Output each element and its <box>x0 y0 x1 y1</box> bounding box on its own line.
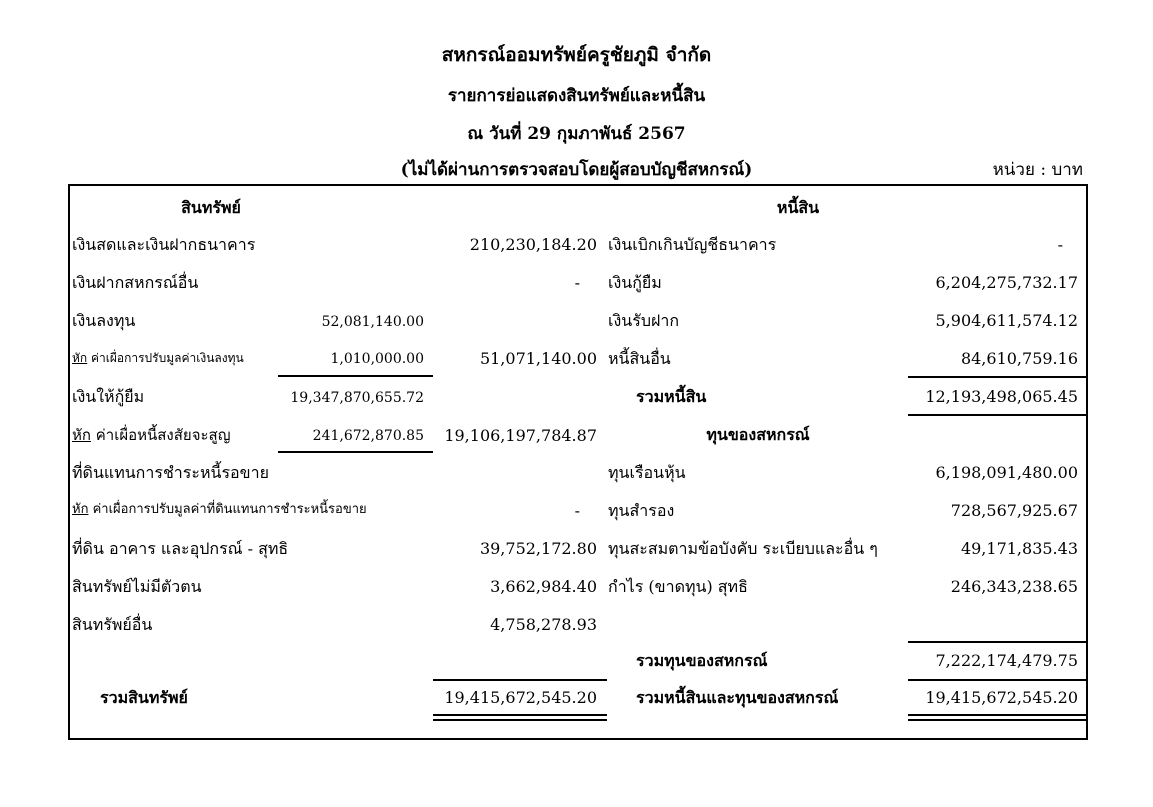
total-equity-label: รวมทุนของสหกรณ์ <box>636 651 768 670</box>
land-debt-label: ที่ดินแทนการชำระหนี้รอขาย <box>72 463 269 482</box>
loans-less-row <box>72 425 230 445</box>
investment-less-row <box>72 348 244 368</box>
ppe-label: ที่ดิน อาคาร และอุปกรณ์ - สุทธิ <box>72 539 289 558</box>
deposits-label: เงินรับฝาก <box>608 311 680 330</box>
ppe-total: 39,752,172.80 <box>479 539 597 558</box>
org-name: สหกรณ์ออมทรัพย์ครูชัยภูมิ จำกัด <box>441 44 712 66</box>
report-title: รายการย่อแสดงสินทรัพย์และหนี้สิน <box>447 86 706 106</box>
shares-amount: 6,198,091,480.00 <box>935 463 1078 482</box>
borrowings-label: เงินกู้ยืม <box>608 273 662 292</box>
liabilities-total-line <box>908 414 1087 416</box>
net-profit-label: กำไร (ขาดทุน) สุทธิ <box>608 577 748 596</box>
coop-deposit-total: - <box>574 273 580 292</box>
loans-less-label: ค่าเผื่อหนี้สงสัยจะสูญ <box>90 426 231 444</box>
investment-total: 51,071,140.00 <box>479 349 597 368</box>
total-liabilities-equity-label: รวมหนี้สินและทุนของสหกรณ์ <box>636 688 839 707</box>
investment-less-label: ค่าเผื่อการปรับมูลค่าเงินลงทุน <box>87 351 244 365</box>
assets-double-underline <box>433 714 607 721</box>
equity-total-line <box>908 679 1087 681</box>
other-liabilities-amount: 84,610,759.16 <box>960 349 1078 368</box>
total-equity-amount: 7,222,174,479.75 <box>935 651 1078 670</box>
loans-amount: 19,347,870,655.72 <box>290 390 424 406</box>
loans-subtotal-line <box>278 451 433 453</box>
audit-note: (ไม่ได้ผ่านการตรวจสอบโดยผู้สอบบัญชีสหกรณ์) <box>400 160 753 180</box>
land-debt-less-label: ค่าเผื่อการปรับมูลค่าที่ดินแทนการชำระหนี้รอขาย <box>88 502 367 517</box>
investment-subtotal-line <box>278 375 433 377</box>
total-assets-amount: 19,415,672,545.20 <box>444 688 597 707</box>
accumulated-fund-amount: 49,171,835.43 <box>960 539 1078 558</box>
assets-heading: สินทรัพย์ <box>181 198 241 217</box>
assets-total-line <box>433 679 607 681</box>
total-liabilities-equity-amount: 19,415,672,545.20 <box>925 688 1078 707</box>
less-prefix: หัก <box>72 502 89 517</box>
accumulated-fund-label: ทุนสะสมตามข้อบังคับ ระเบียบและอื่น ๆ <box>608 539 878 558</box>
deposits-amount: 5,904,611,574.12 <box>935 311 1078 330</box>
intangible-label: สินทรัพย์ไม่มีตัวตน <box>72 577 202 596</box>
other-assets-label: สินทรัพย์อื่น <box>72 615 153 634</box>
liabilities-double-underline <box>908 714 1087 721</box>
investment-amount: 52,081,140.00 <box>321 314 424 330</box>
coop-deposit-label: เงินฝากสหกรณ์อื่น <box>72 273 199 292</box>
equity-heading: ทุนของสหกรณ์ <box>706 425 810 444</box>
shares-label: ทุนเรือนหุ้น <box>608 463 686 482</box>
other-assets-total: 4,758,278.93 <box>490 615 597 634</box>
loans-total: 19,106,197,784.87 <box>444 426 597 445</box>
overdraft-amount: - <box>1057 235 1063 254</box>
intangible-total: 3,662,984.40 <box>490 577 597 596</box>
cash-total: 210,230,184.20 <box>469 235 597 254</box>
investment-less-amount: 1,010,000.00 <box>330 351 424 367</box>
equity-subtotal-line <box>908 641 1087 643</box>
other-liabilities-label: หนี้สินอื่น <box>608 349 671 368</box>
total-liabilities-amount: 12,193,498,065.45 <box>925 387 1078 406</box>
unit-label: หน่วย : บาท <box>992 160 1083 180</box>
overdraft-label: เงินเบิกเกินบัญชีธนาคาร <box>608 235 777 254</box>
borrowings-amount: 6,204,275,732.17 <box>935 273 1078 292</box>
liabilities-subtotal-line <box>908 376 1087 378</box>
total-assets-label: รวมสินทรัพย์ <box>100 688 188 707</box>
report-date: ณ วันที่ 29 กุมภาพันธ์ 2567 <box>467 124 686 144</box>
total-liabilities-label: รวมหนี้สิน <box>636 387 707 406</box>
net-profit-amount: 246,343,238.65 <box>950 577 1078 596</box>
land-debt-less-row <box>72 500 367 520</box>
less-prefix: หัก <box>72 426 91 444</box>
loans-less-amount: 241,672,870.85 <box>312 428 424 444</box>
less-prefix: หัก <box>72 351 88 365</box>
investment-label: เงินลงทุน <box>72 311 136 330</box>
cash-label: เงินสดและเงินฝากธนาคาร <box>72 235 256 254</box>
loans-label: เงินให้กู้ยืม <box>72 387 145 406</box>
liabilities-heading: หนี้สิน <box>776 198 820 217</box>
land-debt-total: - <box>574 501 580 520</box>
reserve-label: ทุนสำรอง <box>608 501 675 520</box>
reserve-amount: 728,567,925.67 <box>950 501 1078 520</box>
